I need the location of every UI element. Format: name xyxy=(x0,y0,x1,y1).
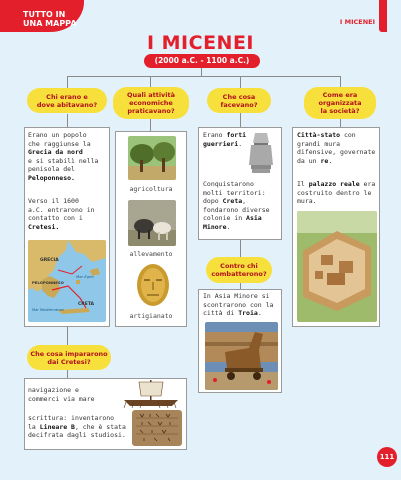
gold-mask-image xyxy=(133,262,173,308)
society-text-2 xyxy=(297,180,379,206)
connector xyxy=(150,118,151,131)
map-label-mar-egeo: Mar Egeo xyxy=(76,274,94,279)
caption-agricoltura: agricoltura xyxy=(129,185,173,193)
connector xyxy=(340,118,341,127)
text-line: Erano forti xyxy=(203,131,247,139)
greece-map xyxy=(28,240,106,322)
connector xyxy=(240,240,241,257)
question-line: Contro chi xyxy=(220,262,258,270)
corner-label-line2: UNA MAPPA xyxy=(23,19,77,28)
bold-text: forti xyxy=(226,131,247,139)
map-label-mediterraneo: Mar Mediterraneo xyxy=(32,308,64,312)
page-number: 111 xyxy=(377,447,397,467)
connector xyxy=(67,327,68,345)
text-line: decifrata dagli studiosi. xyxy=(28,431,126,440)
question-line: facevano? xyxy=(220,100,258,109)
question-line: economiche xyxy=(129,99,173,107)
caption-allevamento: allevamento xyxy=(129,250,173,258)
question-line: Quali attività xyxy=(126,91,176,99)
connector xyxy=(67,114,68,127)
page-title: I MICENEI xyxy=(146,32,255,54)
society-text-1 xyxy=(297,131,379,165)
learned-text-1 xyxy=(28,386,118,403)
question-economy xyxy=(113,87,189,119)
bold-text: Grecia da nord xyxy=(28,148,83,157)
text-line xyxy=(28,174,108,183)
text-line: la Lineare B, che è stata xyxy=(28,422,126,431)
text-line: navigazione e xyxy=(28,386,79,394)
text-line: e si stabilì nella xyxy=(28,156,99,165)
question-line: la società? xyxy=(320,107,360,115)
who-text-1 xyxy=(28,131,108,183)
map-label-greece: GRECIA xyxy=(40,258,59,263)
text-line: Il palazzo reale era xyxy=(297,180,376,188)
bold-text: palazzo reale xyxy=(308,180,360,188)
question-society xyxy=(304,87,376,119)
text-line: contatto con i xyxy=(28,214,83,223)
question-line: combatterono? xyxy=(211,270,267,278)
text-line: penisola del xyxy=(28,165,75,174)
bold-text: Minore xyxy=(203,222,227,231)
trojan-horse-image xyxy=(205,322,278,390)
text-line: da un re. xyxy=(297,156,333,165)
text-line: commerci via mare xyxy=(28,394,95,403)
question-line: praticavano? xyxy=(127,107,175,115)
question-line: Che cosa impararono xyxy=(30,349,108,358)
text-line: guerrieri. xyxy=(203,139,243,148)
bold-text: Creta xyxy=(222,197,243,206)
text-line: dopo Creta, xyxy=(203,197,247,206)
text-line: scrittura: inventarono xyxy=(28,414,115,422)
bold-text: Asia xyxy=(246,214,262,223)
text-line: Erano un popolo xyxy=(28,131,87,139)
citadel-image xyxy=(297,211,377,322)
goats-image xyxy=(128,200,176,246)
text-line: molti territori: xyxy=(203,188,266,197)
connector xyxy=(201,68,202,76)
text-line: Città-stato con xyxy=(297,131,356,139)
linear-b-tablet-image xyxy=(132,410,182,446)
question-activities xyxy=(207,88,271,113)
text-line: Verso il 1600 xyxy=(28,197,79,205)
connector xyxy=(240,112,241,127)
map-label-peloponneso: PELOPONNESO xyxy=(32,280,64,285)
text-line: mura. xyxy=(297,197,317,206)
map-label-creta: CRETA xyxy=(78,302,95,307)
text-line: difensive, governate xyxy=(297,148,376,157)
text-line xyxy=(28,148,108,157)
corner-label-line1: TUTTO IN xyxy=(23,10,66,19)
bold-text: guerrieri xyxy=(203,139,239,148)
text-line: città di Troia. xyxy=(203,309,262,318)
text-line: In Asia Minore si xyxy=(203,292,270,300)
bold-text: Peloponneso. xyxy=(28,173,75,182)
connector xyxy=(67,76,68,88)
section-bookmark xyxy=(379,0,387,32)
who-text-2 xyxy=(28,197,108,231)
text-line xyxy=(28,223,108,232)
text-line: costruito dentro le xyxy=(297,188,372,197)
text-line: colonie in Asia xyxy=(203,214,262,223)
olive-trees-image xyxy=(128,136,176,180)
question-who xyxy=(27,88,107,113)
question-line: Chi erano e xyxy=(46,92,88,101)
armor-image xyxy=(246,131,276,177)
caption-artigianato: artigianato xyxy=(129,312,173,320)
connector xyxy=(240,282,241,289)
text-line: Conquistarono xyxy=(203,180,254,188)
question-learned xyxy=(27,345,111,370)
connector xyxy=(67,369,68,378)
page-subtitle: (2000 a.C. - 1100 a.C.) xyxy=(144,54,260,68)
question-line: Che cosa xyxy=(222,92,256,101)
ship-image xyxy=(120,378,182,408)
enemies-text xyxy=(203,292,281,318)
connector xyxy=(67,76,340,77)
corner-label xyxy=(23,10,83,28)
question-line: dove abitavano? xyxy=(36,100,98,109)
bold-text: Troia xyxy=(238,309,258,318)
question-line: Come era xyxy=(322,91,358,99)
text-line: grandi mura xyxy=(297,139,341,148)
bold-text: Cretesi. xyxy=(28,222,60,231)
bold-text: re xyxy=(320,156,329,165)
text-line: scontrarono con la xyxy=(203,300,274,309)
bold-text: Lineare B xyxy=(39,422,75,431)
question-line: dai Cretesi? xyxy=(47,357,91,366)
text-line: fondarono diverse xyxy=(203,205,270,214)
section-label: I MICENEI xyxy=(339,18,375,26)
activities-text-2 xyxy=(203,180,281,232)
learned-text-2 xyxy=(28,414,138,440)
connector xyxy=(240,76,241,88)
text-line: a.C. entrarono in xyxy=(28,205,95,214)
text-line: che raggiunse la xyxy=(28,139,91,148)
question-line: organizzata xyxy=(318,99,362,107)
bold-text: Città-stato xyxy=(297,131,341,139)
question-enemies xyxy=(206,257,272,283)
text-line: Minore. xyxy=(203,222,231,231)
